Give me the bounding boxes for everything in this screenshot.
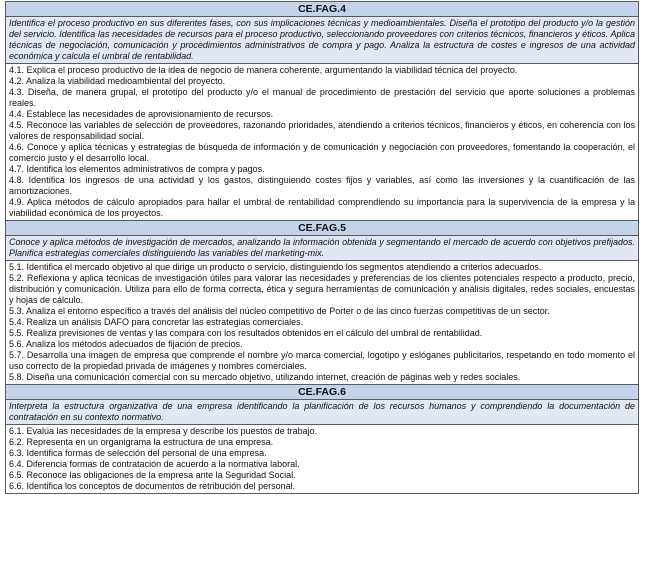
criterion-item: 4.2. Analiza la viabilidad medioambiental del proyecto. [9,76,226,86]
criteria-list [6,64,639,221]
criterion-item: 6.3. Identifica formas de selección del personal de una empresa. [9,448,267,458]
block-criteria-row [6,64,639,221]
block-description: Conoce y aplica métodos de investigación de mercados, analizando la información obtenida y segmentando el mercado de acuerdo con objetivos prefijados. Planifica estrategias comerciales distinguiendo las variables del marketing-mix. [6,236,639,261]
block-description: Interpreta la estructura organizativa de una empresa identificando la planificación de los recursos humanos y comprendiendo la documentación de contratación en su contexto normativo. [6,400,639,425]
block-criteria-row [6,425,639,494]
block-code: CE.FAG.4 [6,2,639,17]
block-description-row [6,17,639,64]
block-code: CE.FAG.5 [6,221,639,236]
criterion-item: 6.6. Identifica los conceptos de documentos de retribución del personal. [9,481,296,491]
criterion-item: 6.1. Evalúa las necesidades de la empresa y describe los puestos de trabajo. [9,426,318,436]
criterion-item: 6.4. Diferencia formas de contratación de acuerdo a la normativa laboral. [9,459,300,469]
criterion-item: 5.1. Identifica el mercado objetivo al que dirige un producto o servicio, distinguiendo los segmentos atendiendo a criterios adecuados. [9,262,542,272]
block-header-row [6,385,639,400]
criteria-list [6,261,639,385]
criterion-item: 4.4. Establece las necesidades de aprovisionamiento de recursos. [9,109,274,119]
criterion-item: 4.6. Conoce y aplica técnicas y estrategias de búsqueda de información y de comunicación y negociación con proveedores, fomentando la cooperación, el comercio justo y el desarrollo local. [9,142,635,163]
criterion-item: 4.1. Explica el proceso productivo de la idea de negocio de manera coherente, argumentando la viabilidad técnica del proyecto. [9,65,518,75]
criteria-table [5,1,639,494]
criterion-item: 5.6. Analiza los métodos adecuados de fijación de precios. [9,339,243,349]
block-description-row [6,236,639,261]
block-description-row [6,400,639,425]
criterion-item: 5.2. Reflexiona y aplica técnicas de investigación útiles para valorar las necesidades y preferencias de los clientes potenciales respecto a producto, precio, distribución y comunicación. Utiliza para ello de forma correcta, ética y segura herramientas de comunicación y análisis digitales, redes sociales, encuestas y hojas de cálculo. [9,273,635,305]
criterion-item: 5.3. Analiza el entorno específico a través del análisis del núcleo competitivo de Porter o de las cinco fuerzas competitivas de un sector. [9,306,550,316]
criteria-document [5,1,639,494]
block-description: Identifica el proceso productivo en sus diferentes fases, con sus implicaciones técnicas y medioambientales. Diseña el prototipo del producto y/o la gestión del servicio. Identifica las necesidades de recursos para el proceso productivo, seleccionando proveedores con criterios técnicos, financieros y éticos. Aplica técnicas de negociación, comunicación y procedimientos administrativos de compra y pago. Analiza la estructura de costes e ingresos de una actividad económica y calcula el umbral de rentabilidad. [6,17,639,64]
criterion-item: 4.5. Reconoce las variables de selección de proveedores, razonando prioridades, atendiendo a criterios técnicos, financieros y éticos, en coherencia con los valores de responsabilidad social. [9,120,635,141]
criterion-item: 5.7. Desarrolla una imagen de empresa que comprende el nombre y/o marca comercial, logotipo y eslóganes publicitarios, respetando en todo momento el uso correcto de la propiedad privada de imágenes y nombres comerciales. [9,350,635,371]
criterion-item: 4.8. Identifica los ingresos de una actividad y los gastos, distinguiendo costes fijos y variables, así como las inversiones y la cuantificación de las amortizaciones. [9,175,635,196]
criterion-item: 5.5. Realiza previsiones de ventas y las compara con los resultados obtenidos en el cálculo del umbral de rentabilidad. [9,328,483,338]
criteria-list [6,425,639,494]
criterion-item: 5.4. Realiza un análisis DAFO para concretar las estrategias comerciales. [9,317,304,327]
block-header-row [6,2,639,17]
criterion-item: 4.3. Diseña, de manera grupal, el prototipo del producto y/o el manual de procedimiento de prestación del servicio que aporte soluciones a problemas reales. [9,87,635,108]
block-criteria-row [6,261,639,385]
criterion-item: 4.9. Aplica métodos de cálculo apropiados para hallar el umbral de rentabilidad comprendiendo su importancia para la supervivencia de la empresa y la viabilidad económica de los proyectos. [9,197,635,218]
criterion-item: 4.7. Identifica los elementos administrativos de compra y pagos. [9,164,265,174]
criterion-item: 6.2. Representa en un organigrama la estructura de una empresa. [9,437,274,447]
block-header-row [6,221,639,236]
block-code: CE.FAG.6 [6,385,639,400]
criterion-item: 6.5. Reconoce las obligaciones de la empresa ante la Seguridad Social. [9,470,296,480]
criterion-item: 5.8. Diseña una comunicación comercial con su mercado objetivo, utilizando internet, creación de páginas web y redes sociales. [9,372,521,382]
